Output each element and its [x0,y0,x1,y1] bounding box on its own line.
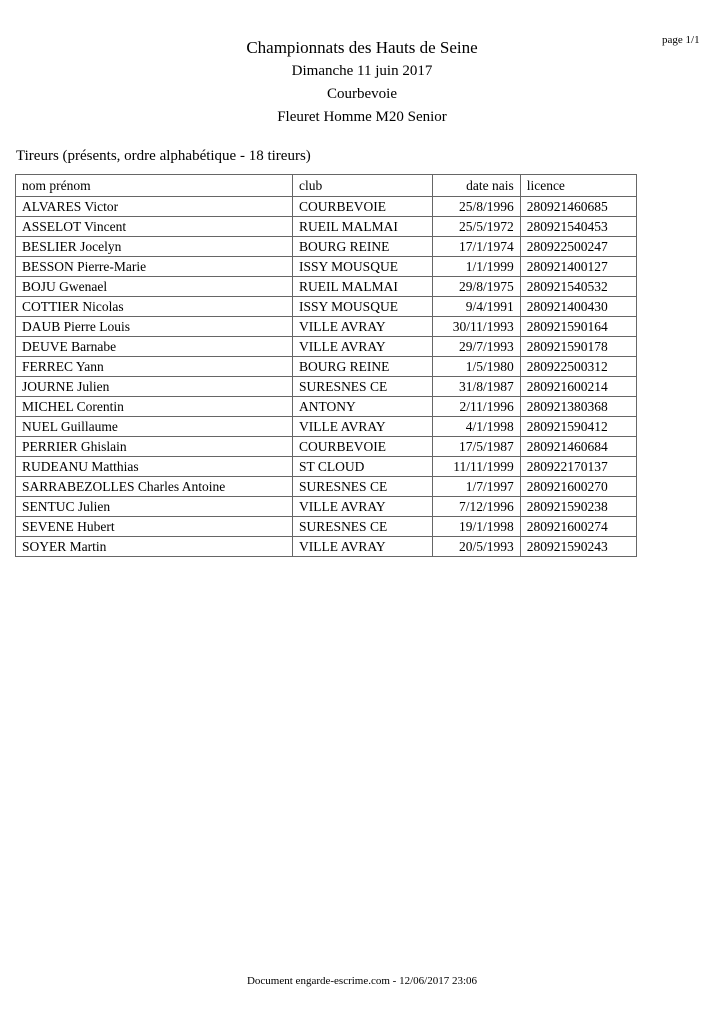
cell-licence: 280921590412 [520,417,636,437]
cell-licence: 280921590178 [520,337,636,357]
cell-licence: 280921540532 [520,277,636,297]
cell-club: COURBEVOIE [293,197,433,217]
cell-birthdate: 25/5/1972 [433,217,521,237]
cell-name: NUEL Guillaume [16,417,293,437]
cell-club: RUEIL MALMAI [293,277,433,297]
cell-birthdate: 29/8/1975 [433,277,521,297]
page-number: page 1/1 [662,34,700,46]
cell-club: BOURG REINE [293,357,433,377]
table-row [16,517,637,537]
cell-club: VILLE AVRAY [293,337,433,357]
cell-name: SEVENE Hubert [16,517,293,537]
table-row [16,317,637,337]
table-row [16,337,637,357]
cell-club: SURESNES CE [293,377,433,397]
cell-club: VILLE AVRAY [293,537,433,557]
cell-birthdate: 20/5/1993 [433,537,521,557]
cell-club: COURBEVOIE [293,437,433,457]
cell-licence: 280922170137 [520,457,636,477]
cell-name: ASSELOT Vincent [16,217,293,237]
table-body [16,197,637,557]
cell-licence: 280922500312 [520,357,636,377]
cell-birthdate: 9/4/1991 [433,297,521,317]
cell-name: RUDEANU Matthias [16,457,293,477]
cell-club: VILLE AVRAY [293,417,433,437]
cell-birthdate: 19/1/1998 [433,517,521,537]
cell-birthdate: 2/11/1996 [433,397,521,417]
cell-name: BESLIER Jocelyn [16,237,293,257]
cell-licence: 280921600270 [520,477,636,497]
cell-name: SARRABEZOLLES Charles Antoine [16,477,293,497]
cell-licence: 280921600214 [520,377,636,397]
column-header-birthdate: date nais [433,175,521,197]
cell-name: BOJU Gwenael [16,277,293,297]
cell-club: ST CLOUD [293,457,433,477]
cell-licence: 280921460685 [520,197,636,217]
fencers-table [15,174,637,557]
cell-birthdate: 7/12/1996 [433,497,521,517]
cell-birthdate: 1/1/1999 [433,257,521,277]
column-header-licence: licence [520,175,636,197]
table-row [16,237,637,257]
cell-club: SURESNES CE [293,517,433,537]
document-footer: Document engarde-escrime.com - 12/06/2017 23:06 [246,975,478,987]
table-row [16,477,637,497]
cell-licence: 280922500247 [520,237,636,257]
cell-licence: 280921590238 [520,497,636,517]
document-header [0,36,724,129]
cell-licence: 280921460684 [520,437,636,457]
cell-birthdate: 31/8/1987 [433,377,521,397]
cell-club: VILLE AVRAY [293,497,433,517]
cell-birthdate: 1/7/1997 [433,477,521,497]
table-row [16,497,637,517]
cell-licence: 280921600274 [520,517,636,537]
cell-name: DEUVE Barnabe [16,337,293,357]
cell-birthdate: 29/7/1993 [433,337,521,357]
cell-licence: 280921590164 [520,317,636,337]
cell-licence: 280921380368 [520,397,636,417]
cell-licence: 280921400430 [520,297,636,317]
table-row [16,277,637,297]
table-row [16,457,637,477]
cell-birthdate: 1/5/1980 [433,357,521,377]
section-title: Tireurs (présents, ordre alphabétique - 18 tireurs) [16,148,311,164]
cell-name: JOURNE Julien [16,377,293,397]
cell-name: SENTUC Julien [16,497,293,517]
table-row [16,197,637,217]
cell-birthdate: 17/5/1987 [433,437,521,457]
cell-club: VILLE AVRAY [293,317,433,337]
competition-date: Dimanche 11 juin 2017 [291,63,433,79]
competition-title: Championnats des Hauts de Seine [246,38,478,57]
cell-club: ISSY MOUSQUE [293,257,433,277]
table-row [16,357,637,377]
cell-name: BESSON Pierre-Marie [16,257,293,277]
cell-name: PERRIER Ghislain [16,437,293,457]
table-row [16,537,637,557]
cell-licence: 280921590243 [520,537,636,557]
cell-name: MICHEL Corentin [16,397,293,417]
cell-name: FERREC Yann [16,357,293,377]
cell-club: ANTONY [293,397,433,417]
cell-licence: 280921400127 [520,257,636,277]
cell-licence: 280921540453 [520,217,636,237]
cell-name: SOYER Martin [16,537,293,557]
table-row [16,397,637,417]
table-row [16,217,637,237]
cell-name: DAUB Pierre Louis [16,317,293,337]
table-row [16,377,637,397]
cell-birthdate: 17/1/1974 [433,237,521,257]
cell-club: ISSY MOUSQUE [293,297,433,317]
cell-birthdate: 11/11/1999 [433,457,521,477]
table-row [16,437,637,457]
competition-category: Fleuret Homme M20 Senior [277,109,447,125]
table-row [16,297,637,317]
cell-name: COTTIER Nicolas [16,297,293,317]
cell-birthdate: 30/11/1993 [433,317,521,337]
cell-club: BOURG REINE [293,237,433,257]
table-row [16,257,637,277]
table-header-row [16,175,637,197]
cell-birthdate: 4/1/1998 [433,417,521,437]
cell-club: SURESNES CE [293,477,433,497]
cell-club: RUEIL MALMAI [293,217,433,237]
cell-birthdate: 25/8/1996 [433,197,521,217]
cell-name: ALVARES Victor [16,197,293,217]
column-header-name: nom prénom [16,175,293,197]
table-header [16,175,637,197]
column-header-club: club [293,175,433,197]
competition-location: Courbevoie [327,86,397,102]
table-row [16,417,637,437]
